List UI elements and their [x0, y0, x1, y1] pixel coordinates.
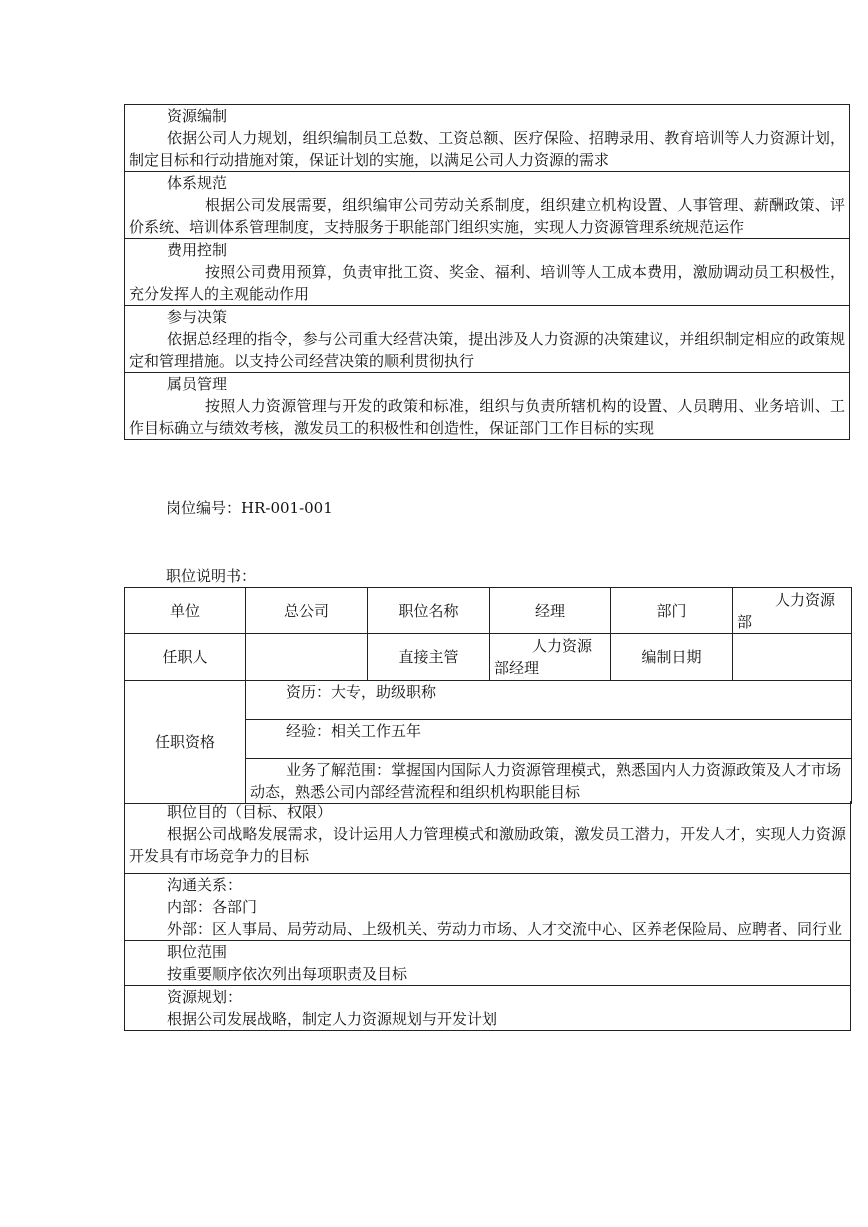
duty-text: 根据公司发展需要，组织编审公司劳动关系制度，组织建立机构设置、人事管理、薪酬政策、评价系统、培训体系管理制度，支持服务于职能部门组织实施，实现人力资源管理系统规范运作: [129, 196, 845, 236]
duty-section-staff: [125, 373, 849, 439]
jd-title: 职位说明书：: [166, 567, 257, 585]
unit-label: 单位: [125, 588, 246, 634]
duty-section-cost: [125, 239, 849, 306]
purpose-text: 根据公司战略发展需求，设计运用人力管理模式和激励政策，激发员工潜力，开发人才，实现人力资源开发具有市场竞争力的目标: [129, 825, 846, 865]
purpose-section: [125, 801, 850, 874]
holder-label: 任职人: [125, 634, 246, 681]
duty-heading: 属员管理: [167, 375, 228, 393]
duty-heading: 参与决策: [167, 308, 228, 326]
duty-heading: 体系规范: [167, 174, 228, 192]
date-value: [733, 634, 852, 681]
duty-heading: 资源编制: [167, 107, 228, 125]
duty-text: 按照公司费用预算，负责审批工资、奖金、福利、培训等人工成本费用，激励调动员工积极性，充分发挥人的主观能动作用: [129, 263, 845, 303]
plan-heading: 资源规划：: [167, 988, 243, 1006]
duty-text: 依据公司人力规划，组织编制员工总数、工资总额、医疗保险、招聘录用、教育培训等人力资源计划，制定目标和行动措施对策，保证计划的实施，以满足公司人力资源的需求: [129, 129, 845, 169]
plan-section: [125, 986, 850, 1030]
dept-label: 部门: [611, 588, 733, 634]
duty-section-decision: [125, 306, 849, 373]
qualification-item: 业务了解范围：掌握国内国际人力资源管理模式，熟悉国内人力资源政策及人才市场动态，熟悉公司内部经营流程和组织机构职能目标: [250, 761, 842, 801]
duty-section-system: [125, 172, 849, 239]
supervisor-label: 直接主管: [368, 634, 490, 681]
qualification-cell: [246, 681, 852, 804]
date-label: 编制日期: [611, 634, 733, 681]
position-label: 职位名称: [368, 588, 490, 634]
communication-section: [125, 874, 850, 941]
qualification-item: 资历：大专，助级职称: [246, 681, 851, 720]
supervisor-value: 人力资源部经理: [490, 634, 611, 681]
comm-heading: 沟通关系：: [167, 876, 243, 894]
qualification-item: 经验：相关工作五年: [246, 720, 851, 759]
duties-box: [124, 104, 850, 440]
unit-value: 总公司: [246, 588, 368, 634]
duty-heading: 费用控制: [167, 241, 228, 259]
job-description-table: [124, 587, 852, 804]
qualification-label: 任职资格: [125, 681, 246, 804]
holder-value: [246, 634, 368, 681]
post-code: 岗位编号：HR-001-001: [166, 499, 333, 517]
table-row: [125, 681, 852, 804]
duty-text: 按照人力资源管理与开发的政策和标准，组织与负责所辖机构的设置、人员聘用、业务培训、工作目标确立与绩效考核，激发员工的积极性和创造性，保证部门工作目标的实现: [129, 397, 845, 437]
position-details-box: [124, 801, 851, 1031]
table-row: [125, 588, 852, 634]
scope-text: 按重要顺序依次列出每项职责及目标: [167, 965, 408, 983]
duty-text: 依据总经理的指令，参与公司重大经营决策，提出涉及人力资源的决策建议，并组织制定相应的政策规定和管理措施。以支持公司经营决策的顺利贯彻执行: [129, 330, 845, 370]
purpose-heading: 职位目的（目标、权限）: [167, 803, 333, 821]
scope-section: [125, 941, 850, 986]
comm-external: 外部：区人事局、局劳动局、上级机关、劳动力市场、人才交流中心、区养老保险局、应聘者、同行业: [167, 920, 843, 938]
table-row: [125, 634, 852, 681]
scope-heading: 职位范围: [167, 943, 228, 961]
position-value: 经理: [490, 588, 611, 634]
comm-internal: 内部：各部门: [167, 898, 258, 916]
duty-section-resource-planning: [125, 105, 849, 172]
plan-text: 根据公司发展战略，制定人力资源规划与开发计划: [167, 1010, 498, 1028]
dept-value: 人力资源部: [733, 588, 852, 634]
